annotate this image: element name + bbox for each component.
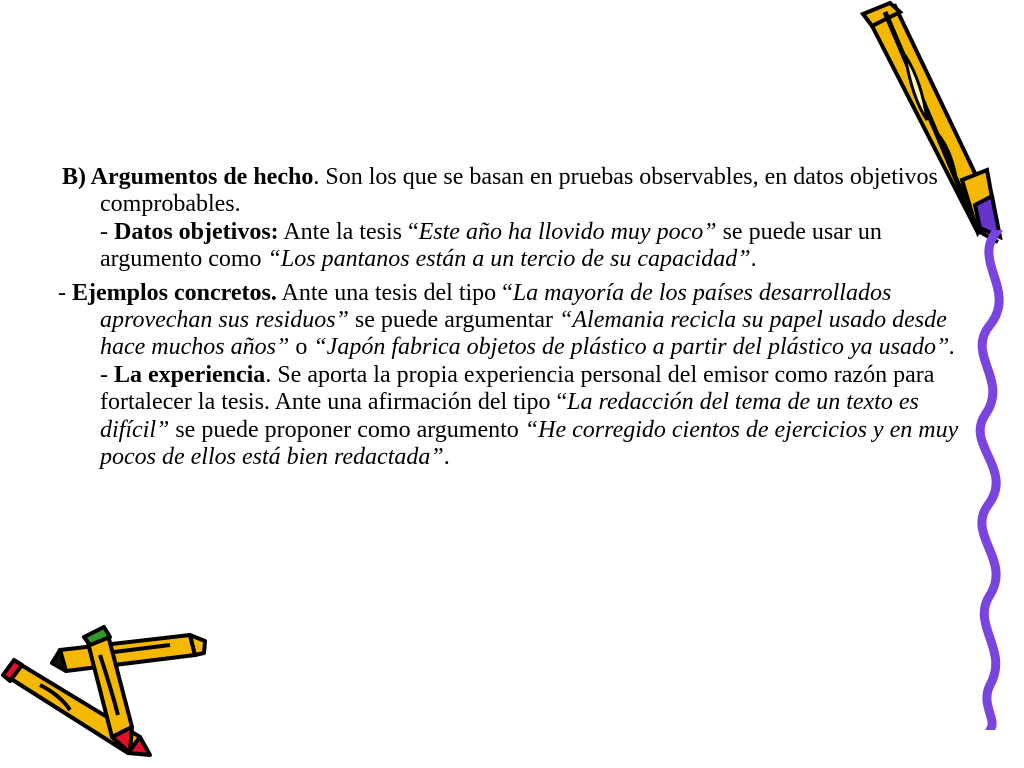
crossed-pencils-icon [0, 615, 210, 765]
paragraph-ejemplos [58, 279, 972, 472]
item-ejemplos-concretos: - Ejemplos concretos. Ante una tesis del tipo “La mayoría de los países desarrollados aprovechan sus residuos” se puede argumentar “Alemania recicla su papel usado desde hace muchos años” o “Japón fabrica objetos de plástico a partir del plástico ya usado”. [58, 279, 956, 361]
item-la-experiencia: - La experiencia. Se aporta la propia experiencia personal del emisor como razón para fortalecer la tesis. Ante una afirmación del tipo “La redacción del tema de un texto es difícil” se puede proponer como argumento “He corregido cientos de ejercicios y en muy pocos de ellos está bien redactada”. [100, 361, 959, 471]
item-datos-objetivos: - Datos objetivos: Ante la tesis “Este año ha llovido muy poco” se puede usar un argumento como “Los pantanos están a un tercio de su capacidad”. [100, 218, 882, 273]
section-heading: B) Argumentos de hecho [62, 164, 314, 190]
paragraph-argumentos-de-hecho: B) Argumentos de hecho. Son los que se basan en pruebas observables, en datos objetivos comprobables. - Datos objetivos: Ante la tesis “Este año ha llovido muy poco” se puede usar un argumento como “Los pantanos están a un tercio de su capacidad”. [62, 164, 972, 274]
content-text [58, 164, 972, 471]
